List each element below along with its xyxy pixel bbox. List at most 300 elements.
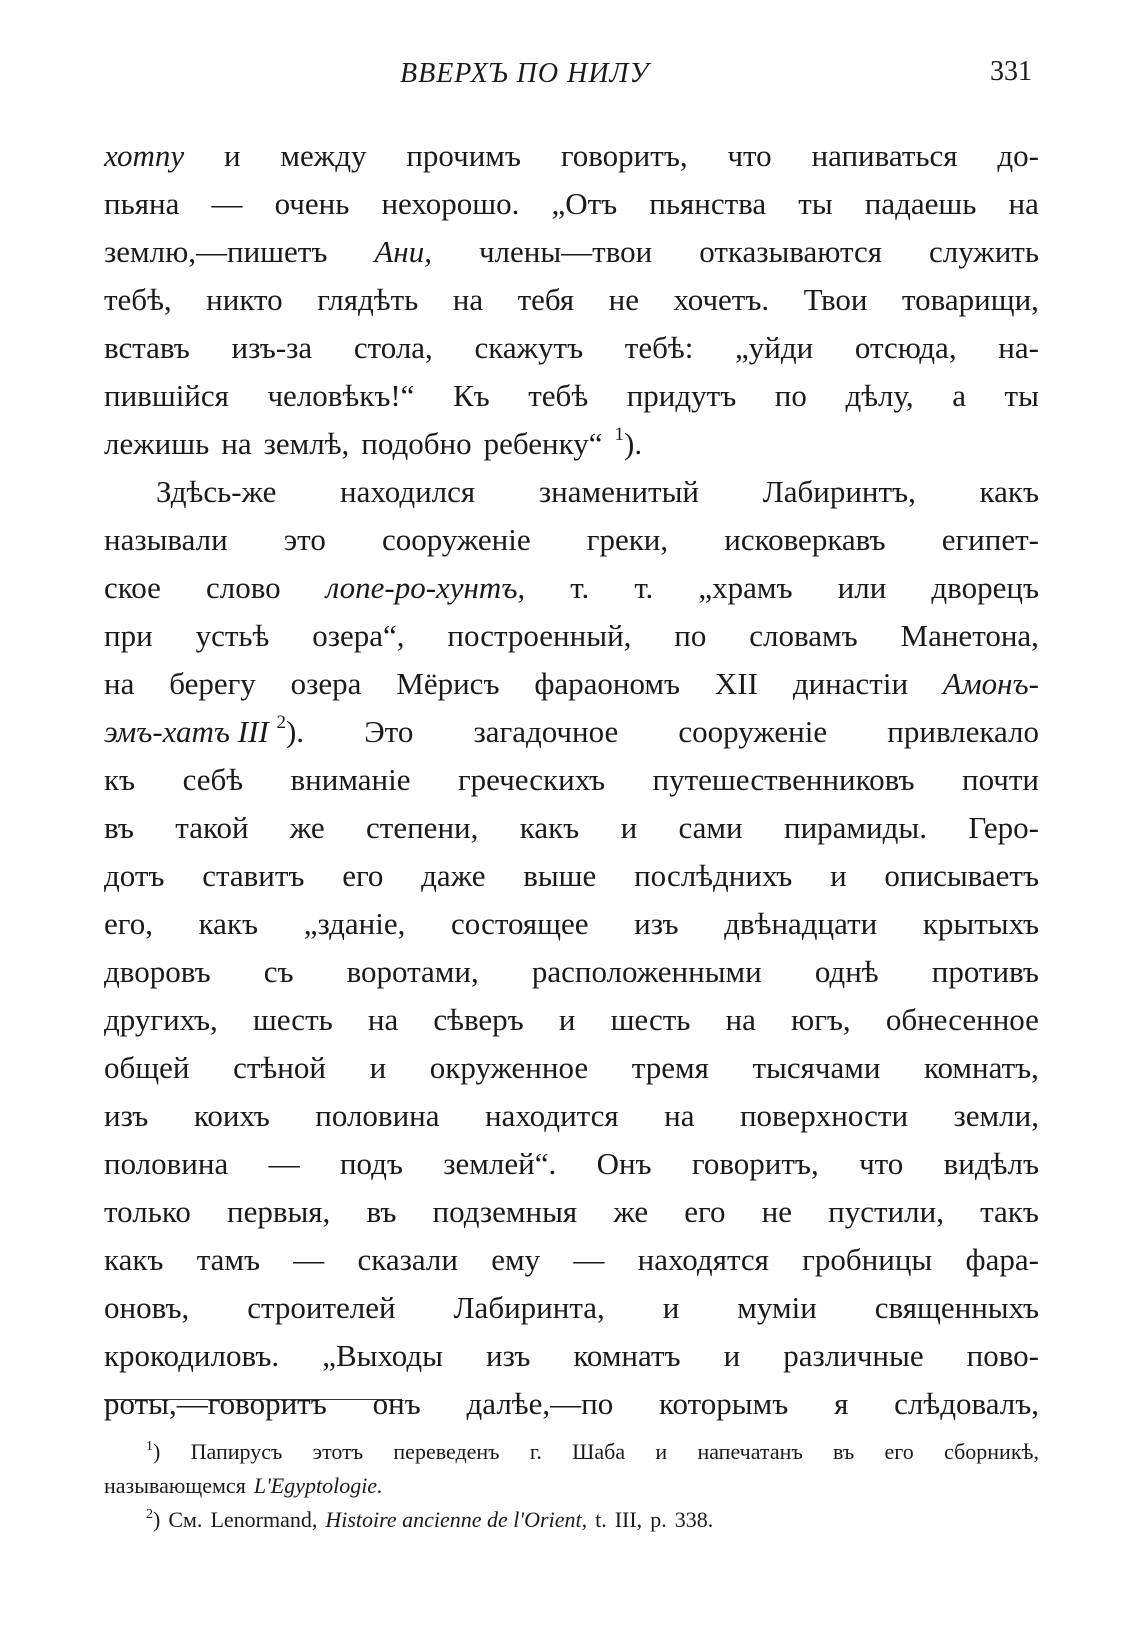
word bbox=[830, 852, 847, 900]
word bbox=[104, 708, 304, 756]
text: скажутъ bbox=[474, 330, 584, 365]
word bbox=[613, 1188, 648, 1236]
word bbox=[484, 420, 603, 468]
word bbox=[932, 948, 1039, 996]
text: берегу bbox=[169, 666, 256, 701]
word bbox=[615, 420, 643, 468]
footnotes bbox=[104, 1435, 1039, 1537]
text: Мёрисъ bbox=[396, 666, 500, 701]
word bbox=[326, 564, 525, 612]
word bbox=[530, 1435, 542, 1469]
text: — bbox=[573, 1242, 605, 1277]
text: сказали bbox=[357, 1242, 458, 1277]
text: лежишь bbox=[104, 426, 210, 461]
text-line bbox=[104, 996, 1039, 1044]
text: никто bbox=[206, 282, 283, 317]
text: не bbox=[608, 282, 639, 317]
text: путешественниковъ bbox=[652, 762, 915, 797]
word bbox=[597, 1140, 652, 1188]
text-line bbox=[104, 1044, 1039, 1092]
text: хочетъ. bbox=[673, 282, 770, 317]
footnote-ref: 2 bbox=[276, 712, 286, 733]
text: землей“. bbox=[443, 1146, 557, 1181]
word bbox=[573, 1332, 680, 1380]
text: дотъ bbox=[104, 858, 165, 893]
word bbox=[775, 372, 807, 420]
word bbox=[312, 612, 404, 660]
word bbox=[104, 132, 184, 180]
word bbox=[374, 228, 432, 276]
word bbox=[650, 1503, 667, 1537]
text: или bbox=[837, 570, 887, 605]
word bbox=[570, 564, 589, 612]
word bbox=[104, 1092, 148, 1140]
text: III, bbox=[614, 1507, 643, 1532]
text: стѣной bbox=[233, 1050, 326, 1085]
text: а bbox=[952, 378, 966, 413]
word bbox=[997, 132, 1039, 180]
word bbox=[632, 1044, 709, 1092]
word bbox=[838, 564, 887, 612]
word bbox=[347, 948, 479, 996]
text: тебя bbox=[517, 282, 575, 317]
text-line bbox=[104, 852, 1039, 900]
text: падаешь bbox=[864, 186, 977, 221]
word bbox=[430, 1044, 588, 1092]
text: тебѣ, bbox=[104, 282, 172, 317]
text: этотъ bbox=[312, 1439, 364, 1464]
text: роты,—говоритъ bbox=[104, 1386, 327, 1421]
text: на- bbox=[998, 330, 1039, 365]
word bbox=[104, 1284, 189, 1332]
text: обнесенное bbox=[885, 1002, 1039, 1037]
word bbox=[793, 660, 908, 708]
word bbox=[627, 372, 737, 420]
word bbox=[886, 996, 1039, 1044]
word bbox=[104, 276, 172, 324]
word bbox=[828, 1188, 944, 1236]
text: комнатъ bbox=[573, 1338, 681, 1373]
italic-text: Амонъ- bbox=[942, 666, 1039, 701]
word bbox=[675, 1503, 714, 1537]
word bbox=[749, 612, 857, 660]
text: однѣ bbox=[814, 954, 879, 989]
word bbox=[735, 324, 813, 372]
text-line bbox=[104, 132, 1039, 180]
word bbox=[454, 1284, 605, 1332]
word bbox=[966, 1236, 1039, 1284]
word bbox=[104, 804, 134, 852]
word bbox=[104, 1188, 191, 1236]
text-line bbox=[104, 1188, 1039, 1236]
word bbox=[291, 660, 362, 708]
text: вниманiе bbox=[290, 762, 411, 797]
text: служить bbox=[928, 234, 1039, 269]
text: Твои bbox=[803, 282, 868, 317]
text: „храмъ bbox=[698, 570, 793, 605]
text: исковеркавъ bbox=[724, 522, 886, 557]
punctuation: ). bbox=[285, 714, 305, 749]
text: и bbox=[655, 1439, 668, 1464]
word bbox=[875, 1284, 1039, 1332]
text: переведенъ bbox=[393, 1439, 500, 1464]
text: на bbox=[367, 1002, 399, 1037]
word bbox=[104, 516, 228, 564]
word bbox=[104, 1140, 228, 1188]
text: дѣлу, bbox=[845, 378, 914, 413]
footnote-line bbox=[104, 1435, 1039, 1469]
word bbox=[473, 708, 618, 756]
text: себѣ bbox=[182, 762, 244, 797]
word bbox=[447, 612, 631, 660]
word bbox=[595, 1503, 607, 1537]
text-line bbox=[104, 420, 1039, 468]
word bbox=[528, 372, 588, 420]
word bbox=[724, 1332, 741, 1380]
italic-text: L'Egyptologie. bbox=[253, 1473, 383, 1498]
text-line bbox=[104, 1140, 1039, 1188]
word bbox=[264, 948, 294, 996]
text: египет- bbox=[941, 522, 1039, 557]
text: сѣверъ bbox=[433, 1002, 524, 1037]
word bbox=[247, 1284, 395, 1332]
text: расположенными bbox=[531, 954, 762, 989]
word bbox=[433, 996, 523, 1044]
text: слово bbox=[205, 570, 281, 605]
text-line bbox=[104, 468, 1039, 516]
text: находился bbox=[340, 474, 476, 509]
word bbox=[625, 324, 694, 372]
text: — bbox=[211, 186, 243, 221]
text: только bbox=[104, 1194, 191, 1229]
word bbox=[358, 1236, 458, 1284]
text: къ bbox=[104, 762, 136, 797]
text: что bbox=[859, 1146, 904, 1181]
text: ты bbox=[1004, 378, 1039, 413]
text: находятся bbox=[637, 1242, 769, 1277]
text: называющемся bbox=[104, 1473, 246, 1498]
word bbox=[678, 708, 827, 756]
text: дворовъ bbox=[104, 954, 211, 989]
text: товарищи, bbox=[902, 282, 1039, 317]
word bbox=[699, 228, 882, 276]
word bbox=[264, 420, 350, 468]
word bbox=[104, 612, 153, 660]
text: нехорошо. bbox=[381, 186, 520, 221]
text: какъ bbox=[979, 474, 1039, 509]
text: что bbox=[727, 138, 772, 173]
footnote-ref: 1 bbox=[614, 424, 624, 445]
text: это bbox=[283, 522, 326, 557]
word bbox=[267, 372, 414, 420]
word bbox=[659, 1380, 788, 1428]
word bbox=[421, 852, 485, 900]
text: вставъ bbox=[104, 330, 190, 365]
word bbox=[901, 612, 1039, 660]
word bbox=[952, 372, 966, 420]
word bbox=[638, 1236, 769, 1284]
text: построенный, bbox=[447, 618, 632, 653]
text: даже bbox=[421, 858, 486, 893]
word bbox=[104, 1469, 246, 1503]
text: изъ-за bbox=[231, 330, 313, 365]
word bbox=[293, 1236, 324, 1284]
text: двѣнадцати bbox=[724, 906, 878, 941]
word bbox=[370, 1044, 387, 1092]
text: загадочное bbox=[473, 714, 619, 749]
text: при bbox=[104, 618, 153, 653]
word bbox=[943, 660, 1039, 708]
word bbox=[715, 660, 758, 708]
text: пустили, bbox=[828, 1194, 944, 1229]
word bbox=[317, 276, 418, 324]
text: половина bbox=[315, 1098, 440, 1133]
word bbox=[325, 1503, 587, 1537]
word bbox=[518, 276, 575, 324]
word bbox=[146, 1435, 160, 1469]
text: его bbox=[342, 858, 384, 893]
word bbox=[532, 948, 762, 996]
text-line bbox=[104, 1092, 1039, 1140]
word bbox=[486, 1332, 530, 1380]
word bbox=[231, 324, 312, 372]
text-line bbox=[104, 948, 1039, 996]
text: называли bbox=[104, 522, 228, 557]
page-number: 331 bbox=[990, 56, 1032, 87]
text: священныхъ bbox=[874, 1290, 1039, 1325]
text: его, bbox=[104, 906, 153, 941]
text: „Выходы bbox=[322, 1338, 443, 1373]
word bbox=[944, 1435, 1039, 1469]
text: по bbox=[774, 378, 807, 413]
text: описываетъ bbox=[884, 858, 1039, 893]
text: дворецъ bbox=[931, 570, 1039, 605]
text: противъ bbox=[931, 954, 1039, 989]
text-line bbox=[104, 1284, 1039, 1332]
text: какъ bbox=[519, 810, 580, 845]
word bbox=[697, 1435, 802, 1469]
word bbox=[304, 900, 406, 948]
text: окруженное bbox=[429, 1050, 589, 1085]
word bbox=[615, 1503, 642, 1537]
text: глядѣть bbox=[317, 282, 419, 317]
word bbox=[104, 756, 135, 804]
word bbox=[280, 132, 366, 180]
word bbox=[381, 180, 519, 228]
text: состоящее bbox=[451, 906, 589, 941]
text: Лабиринта, bbox=[453, 1290, 605, 1325]
word bbox=[368, 996, 398, 1044]
text: на bbox=[664, 1098, 695, 1133]
word bbox=[104, 324, 190, 372]
text: и bbox=[662, 1290, 680, 1325]
word bbox=[798, 180, 832, 228]
word bbox=[523, 852, 596, 900]
word bbox=[954, 1092, 1039, 1140]
word bbox=[551, 180, 617, 228]
word bbox=[884, 852, 1039, 900]
text: ребенку“ bbox=[483, 426, 603, 461]
word bbox=[479, 228, 652, 276]
word bbox=[727, 132, 771, 180]
text-line bbox=[104, 228, 1039, 276]
text: „уйди bbox=[735, 330, 814, 365]
word bbox=[453, 372, 490, 420]
word bbox=[104, 660, 134, 708]
word bbox=[451, 900, 589, 948]
text: тебѣ bbox=[528, 378, 589, 413]
text: пирамиды. bbox=[783, 810, 927, 845]
word bbox=[783, 1332, 923, 1380]
word bbox=[475, 324, 584, 372]
text: тысячами bbox=[752, 1050, 881, 1085]
word bbox=[104, 420, 209, 468]
word bbox=[227, 1188, 330, 1236]
word bbox=[406, 132, 521, 180]
word bbox=[104, 1380, 327, 1428]
text: и bbox=[620, 810, 638, 845]
word bbox=[663, 1284, 680, 1332]
text: тебѣ: bbox=[624, 330, 694, 365]
word bbox=[923, 900, 1039, 948]
text: t. bbox=[595, 1507, 607, 1532]
word bbox=[361, 420, 471, 468]
word bbox=[763, 468, 916, 516]
word bbox=[902, 276, 1039, 324]
text: первыя, bbox=[226, 1194, 331, 1229]
text: по bbox=[674, 618, 707, 653]
text: знаменитый bbox=[538, 474, 699, 509]
text: степени, bbox=[366, 810, 479, 845]
word bbox=[611, 996, 691, 1044]
text-line bbox=[104, 516, 1039, 564]
word bbox=[340, 1140, 403, 1188]
word bbox=[206, 276, 282, 324]
text: греки, bbox=[586, 522, 669, 557]
word bbox=[191, 1435, 283, 1469]
word bbox=[967, 1332, 1039, 1380]
text: отсюда, bbox=[854, 330, 957, 365]
text: подъ bbox=[339, 1146, 403, 1181]
word bbox=[373, 1380, 421, 1428]
text: крокодиловъ. bbox=[104, 1338, 280, 1373]
word bbox=[491, 1236, 540, 1284]
punctuation: ). bbox=[624, 426, 643, 461]
word bbox=[998, 324, 1039, 372]
text: комнатъ, bbox=[924, 1050, 1039, 1085]
word bbox=[253, 996, 333, 1044]
word bbox=[169, 660, 256, 708]
text: какъ bbox=[104, 1242, 164, 1277]
punctuation: ) bbox=[153, 1439, 161, 1464]
text: на bbox=[452, 282, 484, 317]
text: т. bbox=[570, 570, 590, 605]
word bbox=[634, 900, 678, 948]
word bbox=[202, 852, 304, 900]
word bbox=[199, 900, 258, 948]
word bbox=[929, 228, 1039, 276]
text: Геро- bbox=[968, 810, 1039, 845]
text: на bbox=[221, 426, 252, 461]
text-line bbox=[104, 564, 1039, 612]
text: Къ bbox=[452, 378, 490, 413]
italic-text: хотпу bbox=[104, 138, 185, 173]
text: слѣдовалъ, bbox=[894, 1386, 1039, 1421]
text-line bbox=[104, 900, 1039, 948]
word bbox=[791, 996, 851, 1044]
text: общей bbox=[104, 1050, 190, 1085]
text: династiи bbox=[792, 666, 909, 701]
text: — bbox=[293, 1242, 325, 1277]
word bbox=[291, 756, 411, 804]
text: г. bbox=[529, 1439, 542, 1464]
main-text bbox=[104, 132, 1039, 1428]
word bbox=[313, 1435, 363, 1469]
text: Папирусъ bbox=[190, 1439, 283, 1464]
footnote-ref: 2 bbox=[146, 1507, 153, 1522]
word bbox=[520, 804, 579, 852]
text: Онъ bbox=[596, 1146, 652, 1181]
word bbox=[573, 1236, 604, 1284]
text: ты bbox=[798, 186, 833, 221]
text-line bbox=[104, 1332, 1039, 1380]
text: до- bbox=[997, 138, 1039, 173]
word bbox=[221, 420, 251, 468]
word bbox=[944, 1140, 1039, 1188]
text-line bbox=[104, 804, 1039, 852]
text: изъ bbox=[634, 906, 679, 941]
text: Лабиринтъ, bbox=[762, 474, 916, 509]
word bbox=[724, 900, 877, 948]
word bbox=[196, 612, 270, 660]
word bbox=[104, 852, 164, 900]
punctuation: ) bbox=[153, 1507, 161, 1532]
text-line bbox=[104, 372, 1039, 420]
text: 338. bbox=[674, 1507, 714, 1532]
text: строителей bbox=[247, 1290, 396, 1325]
text: отказываются bbox=[699, 234, 882, 269]
word bbox=[104, 1332, 279, 1380]
word bbox=[467, 1380, 614, 1428]
text: человѣкъ!“ bbox=[267, 378, 415, 413]
text: и bbox=[558, 1002, 576, 1037]
text: на bbox=[104, 666, 135, 701]
text: изъ bbox=[104, 1098, 149, 1133]
text: видѣлъ bbox=[943, 1146, 1039, 1181]
text: и bbox=[223, 138, 241, 173]
text: и bbox=[723, 1338, 741, 1373]
text: стола, bbox=[353, 330, 433, 365]
text-line bbox=[104, 1236, 1039, 1284]
text: же bbox=[289, 810, 325, 845]
word bbox=[364, 708, 413, 756]
word bbox=[104, 1044, 190, 1092]
text: Манетона, bbox=[900, 618, 1039, 653]
word bbox=[634, 852, 792, 900]
word bbox=[443, 1140, 556, 1188]
text: озера bbox=[290, 666, 362, 701]
word bbox=[156, 468, 276, 516]
word bbox=[224, 132, 241, 180]
italic-text: лопе-ро-хунтъ, bbox=[325, 570, 526, 605]
word bbox=[183, 756, 244, 804]
text: словамъ bbox=[749, 618, 858, 653]
word bbox=[269, 1140, 300, 1188]
word bbox=[802, 1236, 932, 1284]
text: сами bbox=[678, 810, 743, 845]
text: мумiи bbox=[737, 1290, 817, 1325]
word bbox=[762, 1188, 792, 1236]
